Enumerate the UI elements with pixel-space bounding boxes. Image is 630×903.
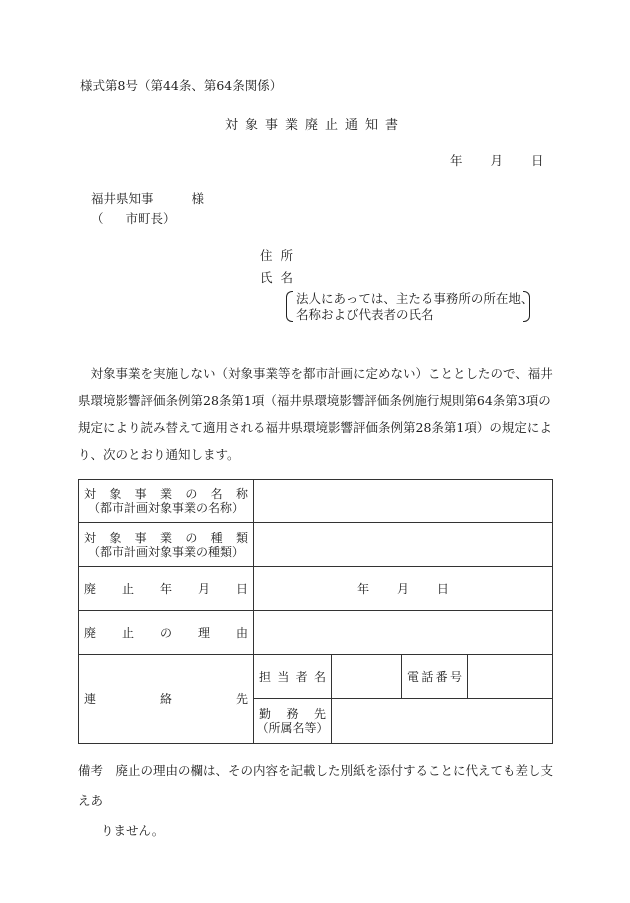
project-name-label: 対象事業の名称 [84, 487, 248, 501]
document-title: 対象事業廃止通知書 [224, 118, 405, 133]
table-row-project-name [79, 480, 553, 523]
project-type-sublabel: （都市計画対象事業の種類） [87, 544, 244, 559]
right-bracket [523, 291, 530, 322]
remarks-label: 備考 [78, 763, 104, 778]
abolition-reason-header [79, 611, 254, 655]
addressee-mayor-label: 市町長） [125, 211, 176, 226]
contact-label: 連絡先 [84, 692, 248, 706]
project-type-header [79, 523, 254, 567]
workplace-field[interactable] [332, 699, 553, 744]
workplace-label: 勤務先 [259, 707, 326, 721]
table-row-contact-1 [79, 655, 553, 699]
abolition-reason-field[interactable] [254, 611, 553, 655]
date-month-label: 月 [490, 153, 504, 168]
abolition-date-label: 廃止年月日 [84, 581, 248, 596]
date-day-label: 日 [531, 153, 544, 168]
remarks-text-line1: 廃止の理由の欄は、その内容を記載した別紙を添付することに代えても差し支えあ [78, 763, 554, 808]
address-label: 住所 [260, 248, 302, 263]
remarks [78, 756, 558, 846]
contact-header [79, 655, 254, 744]
date-year-label: 年 [450, 153, 463, 168]
corporate-note-line2: 名称および代表者の氏名 [296, 307, 434, 322]
abolition-date-day: 日 [436, 581, 449, 596]
corporate-note [286, 291, 534, 322]
name-label: 氏名 [260, 270, 302, 285]
form-number: 様式第8号（第44条、第64条関係） [80, 78, 283, 93]
phone-label: 電話番号 [407, 669, 462, 684]
left-bracket [286, 291, 293, 322]
phone-field[interactable] [468, 655, 553, 699]
corporate-note-line1: 法人にあっては、主たる事務所の所在地、 [296, 291, 534, 306]
table-row-project-type [79, 523, 553, 567]
abolition-reason-label: 廃止の理由 [84, 625, 248, 640]
notice-date [450, 155, 544, 168]
project-name-sublabel: （都市計画対象事業の名称） [87, 501, 244, 515]
person-in-charge-header [254, 655, 332, 699]
project-name-field[interactable] [254, 480, 553, 523]
addressee-mayor [91, 213, 176, 226]
table-row-abolition-reason [79, 611, 553, 655]
workplace-sublabel: （所属名等） [256, 721, 329, 735]
abolition-date-field[interactable] [254, 567, 553, 611]
project-name-header [79, 480, 254, 523]
notice-table [78, 479, 553, 744]
table-row-abolition-date [79, 567, 553, 611]
remarks-line1 [78, 756, 558, 816]
addressee-governor [91, 193, 204, 206]
workplace-header [254, 699, 332, 744]
addressee-governor-label: 福井県知事 [91, 191, 154, 206]
project-type-field[interactable] [254, 523, 553, 567]
addressee-mayor-open: （ [91, 211, 104, 226]
remarks-text-line2: りません。 [101, 823, 165, 838]
phone-header [402, 655, 468, 699]
abolition-date-year: 年 [357, 581, 370, 596]
person-in-charge-field[interactable] [332, 655, 402, 699]
project-type-label: 対象事業の種類 [84, 530, 248, 545]
addressee-honorific: 様 [191, 191, 205, 206]
abolition-date-month: 月 [396, 581, 409, 596]
person-in-charge-label: 担当者名 [259, 669, 326, 684]
notice-body-text: 対象事業を実施しない（対象事業等を都市計画に定めない）こととしたので、福井県環境影響評価条例第28条第1項（福井県環境影響評価条例施行規則第64条第3項の規定により読み替えて適用される福井県環境影響評価条例第28条第1項）の規定により、次のとおり通知します。 [78, 366, 553, 462]
abolition-date-header [79, 567, 254, 611]
